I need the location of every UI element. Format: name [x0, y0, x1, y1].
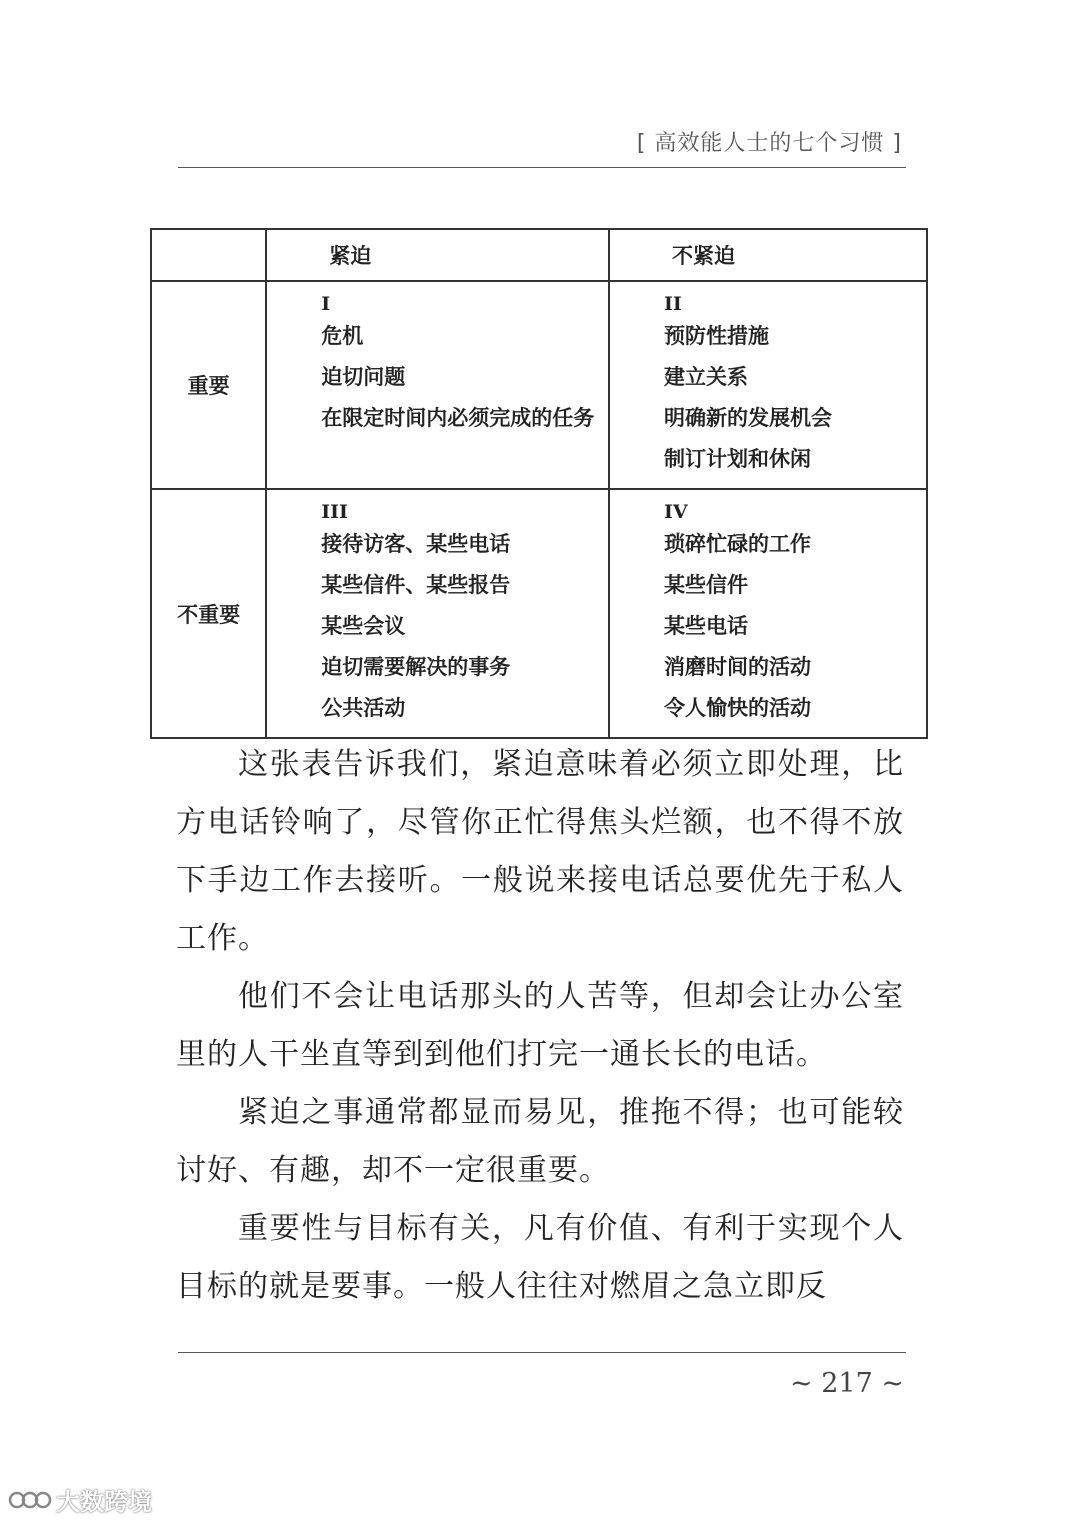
matrix-row-important — [151, 281, 927, 489]
matrix-corner-cell — [151, 229, 266, 281]
quadrant-item: 消磨时间的活动 — [663, 655, 811, 679]
quadrant-numeral: III — [321, 501, 348, 523]
quadrant-item: 某些信件 — [663, 573, 748, 597]
quadrant-item: 在限定时间内必须完成的任务 — [321, 406, 595, 430]
watermark — [8, 1482, 152, 1517]
quadrant-item: 危机 — [321, 324, 364, 348]
quadrant-item: 琐碎忙碌的工作 — [663, 532, 811, 556]
paragraph: 他们不会让电话那头的人苦等，但却会让办公室里的人干坐直等到到他们打完一通长长的电话。 — [176, 979, 904, 1072]
watermark-text: 大数跨境 — [56, 1488, 152, 1516]
col-header-urgent: 紧迫 — [266, 229, 609, 281]
paragraph: 紧迫之事通常都显而易见，推拖不得；也可能较讨好、有趣，却不一定很重要。 — [176, 1095, 904, 1188]
quadrant-1 — [266, 281, 609, 489]
matrix-row-not-important — [151, 489, 927, 738]
quadrant-3 — [266, 489, 609, 738]
quadrant-item: 令人愉快的活动 — [663, 696, 811, 720]
row-header-important: 重要 — [151, 281, 266, 489]
quadrant-numeral: II — [663, 293, 682, 315]
quadrant-item: 明确新的发展机会 — [663, 406, 832, 430]
matrix-header-row — [151, 229, 927, 281]
quadrant-2 — [609, 281, 927, 489]
time-management-matrix — [150, 228, 928, 739]
watermark-logo-icon — [8, 1487, 52, 1513]
quadrant-item: 某些电话 — [663, 614, 748, 638]
footer-rule — [178, 1352, 906, 1353]
paragraph: 重要性与目标有关，凡有价值、有利于实现个人目标的就是要事。一般人往往对燃眉之急立即反 — [176, 1211, 904, 1304]
quadrant-item: 迫切问题 — [321, 365, 406, 389]
quadrant-item: 接待访客、某些电话 — [321, 532, 511, 556]
page-number: ~ 217 ~ — [790, 1368, 904, 1399]
quadrant-item: 制订计划和休闲 — [663, 447, 811, 471]
col-header-not-urgent: 不紧迫 — [609, 229, 927, 281]
quadrant-item: 迫切需要解决的事务 — [321, 655, 511, 679]
quadrant-4 — [609, 489, 927, 738]
header-rule — [178, 167, 906, 168]
quadrant-item: 公共活动 — [321, 696, 406, 720]
quadrant-item: 某些信件、某些报告 — [321, 573, 511, 597]
quadrant-numeral: I — [321, 293, 331, 315]
quadrant-item: 某些会议 — [321, 614, 406, 638]
quadrant-numeral: IV — [663, 501, 688, 523]
row-header-not-important: 不重要 — [151, 489, 266, 738]
quadrant-item: 预防性措施 — [663, 324, 769, 348]
body-text — [176, 736, 904, 1316]
quadrant-item: 建立关系 — [663, 365, 748, 389]
running-header: [ 高效能人士的七个习惯 ] — [636, 131, 902, 156]
paragraph: 这张表告诉我们，紧迫意味着必须立即处理，比方电话铃响了，尽管你正忙得焦头烂额，也不得不放下手边工作去接听。一般说来接电话总要优先于私人工作。 — [176, 747, 904, 956]
